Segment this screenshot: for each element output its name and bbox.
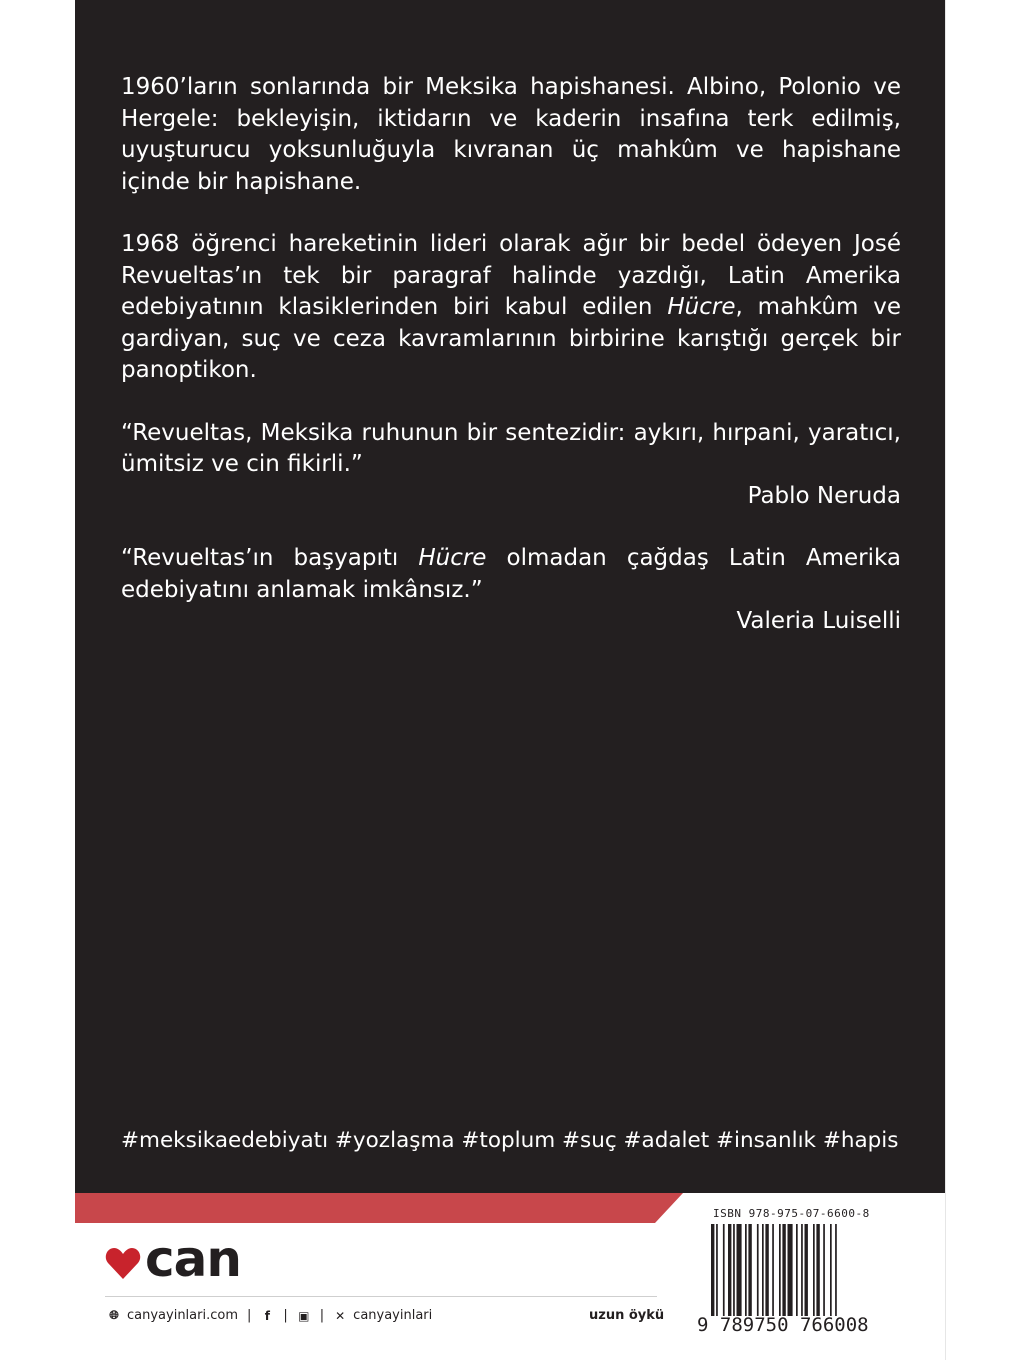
quote-2-author: Valeria Luiselli bbox=[736, 608, 901, 634]
barcode-bar bbox=[801, 1224, 803, 1316]
barcode-bar bbox=[716, 1224, 718, 1316]
barcode-bar bbox=[733, 1224, 735, 1316]
back-cover bbox=[75, 0, 946, 1360]
barcode-bar bbox=[816, 1224, 819, 1316]
barcode-bar bbox=[813, 1224, 815, 1316]
isbn-label: ISBN 978-975-07-6600-8 bbox=[713, 1207, 870, 1220]
footer-divider bbox=[105, 1296, 657, 1297]
blurb-paragraph-2-text-b: , mahkûm ve gardiyan, suç ve ceza kavramlarının birbirine karıştığı gerçek bir panoptikon. bbox=[121, 294, 901, 383]
barcode-bar bbox=[835, 1224, 837, 1316]
barcode-bar bbox=[823, 1224, 825, 1316]
isbn-barcode bbox=[711, 1224, 877, 1324]
barcode-bar bbox=[728, 1224, 731, 1316]
barcode-bar bbox=[762, 1224, 764, 1316]
barcode-bar bbox=[723, 1224, 725, 1316]
barcode-bar bbox=[782, 1224, 785, 1316]
barcode-bar bbox=[779, 1224, 781, 1316]
barcode-bar bbox=[737, 1224, 742, 1316]
barcode-bar bbox=[805, 1224, 808, 1316]
globe-icon: 🌐︎ bbox=[109, 1308, 119, 1322]
quote-2 bbox=[121, 543, 901, 606]
quote-1: “Revueltas, Meksika ruhunun bir sentezidir: aykırı, hırpani, yaratıcı, ümitsiz ve cin fikirli.” bbox=[121, 419, 901, 477]
blurb-paragraph-2-text-a: 1968 öğrenci hareketinin lideri olarak ağır bir bedel ödeyen José Revueltas’ın tek bir paragraf halinde yazdığı, Latin Amerika edebiyatının klasiklerinden biri kabul edilen bbox=[121, 231, 901, 320]
blurb-paragraph-2 bbox=[121, 229, 901, 387]
dark-panel bbox=[75, 0, 946, 1193]
barcode-bar bbox=[796, 1224, 798, 1316]
separator: | bbox=[283, 1308, 288, 1323]
x-icon[interactable]: ✕ bbox=[335, 1308, 346, 1323]
barcode-bar bbox=[745, 1224, 747, 1316]
barcode-bar bbox=[711, 1224, 714, 1316]
barcode-bar bbox=[757, 1224, 759, 1316]
blurb bbox=[121, 72, 901, 669]
blurb-paragraph-1-text: 1960’ların sonlarında bir Meksika hapishanesi. Albino, Polonio ve Hergele: bekleyişin, iktidarın ve kaderin insafına terk edilmiş, uyuşturucu yoksunluğuyla kıvranan üç mahkûm ve hapishane içinde bir hapishane. bbox=[121, 74, 901, 195]
facebook-icon[interactable]: f bbox=[264, 1308, 270, 1323]
quote-2-text-a: “Revueltas’ın başyapıtı bbox=[121, 545, 419, 571]
barcode-bar bbox=[765, 1224, 768, 1316]
separator: | bbox=[319, 1308, 325, 1323]
quote-2-text-b: olmadan çağdaş Latin Amerika edebiyatını anlamak imkânsız.” bbox=[121, 545, 902, 603]
hashtags: #meksikaedebiyatı #yozlaşma #toplum #suç #adalet #insanlık #hapis bbox=[121, 1128, 899, 1153]
genre-label: uzun öykü bbox=[589, 1308, 665, 1323]
barcode-bar bbox=[830, 1224, 832, 1316]
separator: | bbox=[247, 1308, 252, 1323]
quote-1-author: Pablo Neruda bbox=[747, 482, 901, 509]
barcode-bar bbox=[772, 1224, 774, 1316]
page-edge-rule bbox=[945, 0, 946, 1360]
publisher-footer bbox=[107, 1308, 432, 1323]
barcode-bar bbox=[788, 1224, 793, 1316]
blurb-paragraph-1 bbox=[121, 72, 901, 198]
instagram-icon[interactable]: ▣ bbox=[298, 1308, 310, 1323]
website-link[interactable]: canyayinlari.com bbox=[127, 1308, 238, 1323]
quote-2-book-title: Hücre bbox=[418, 545, 487, 571]
book-title-italic: Hücre bbox=[667, 294, 736, 320]
barcode-digits: 9 789750 766008 bbox=[697, 1314, 869, 1336]
barcode-bar bbox=[748, 1224, 751, 1316]
social-handle[interactable]: canyayinlari bbox=[353, 1308, 433, 1323]
heart-icon bbox=[105, 1248, 141, 1280]
publisher-logo-text: can bbox=[145, 1230, 241, 1288]
